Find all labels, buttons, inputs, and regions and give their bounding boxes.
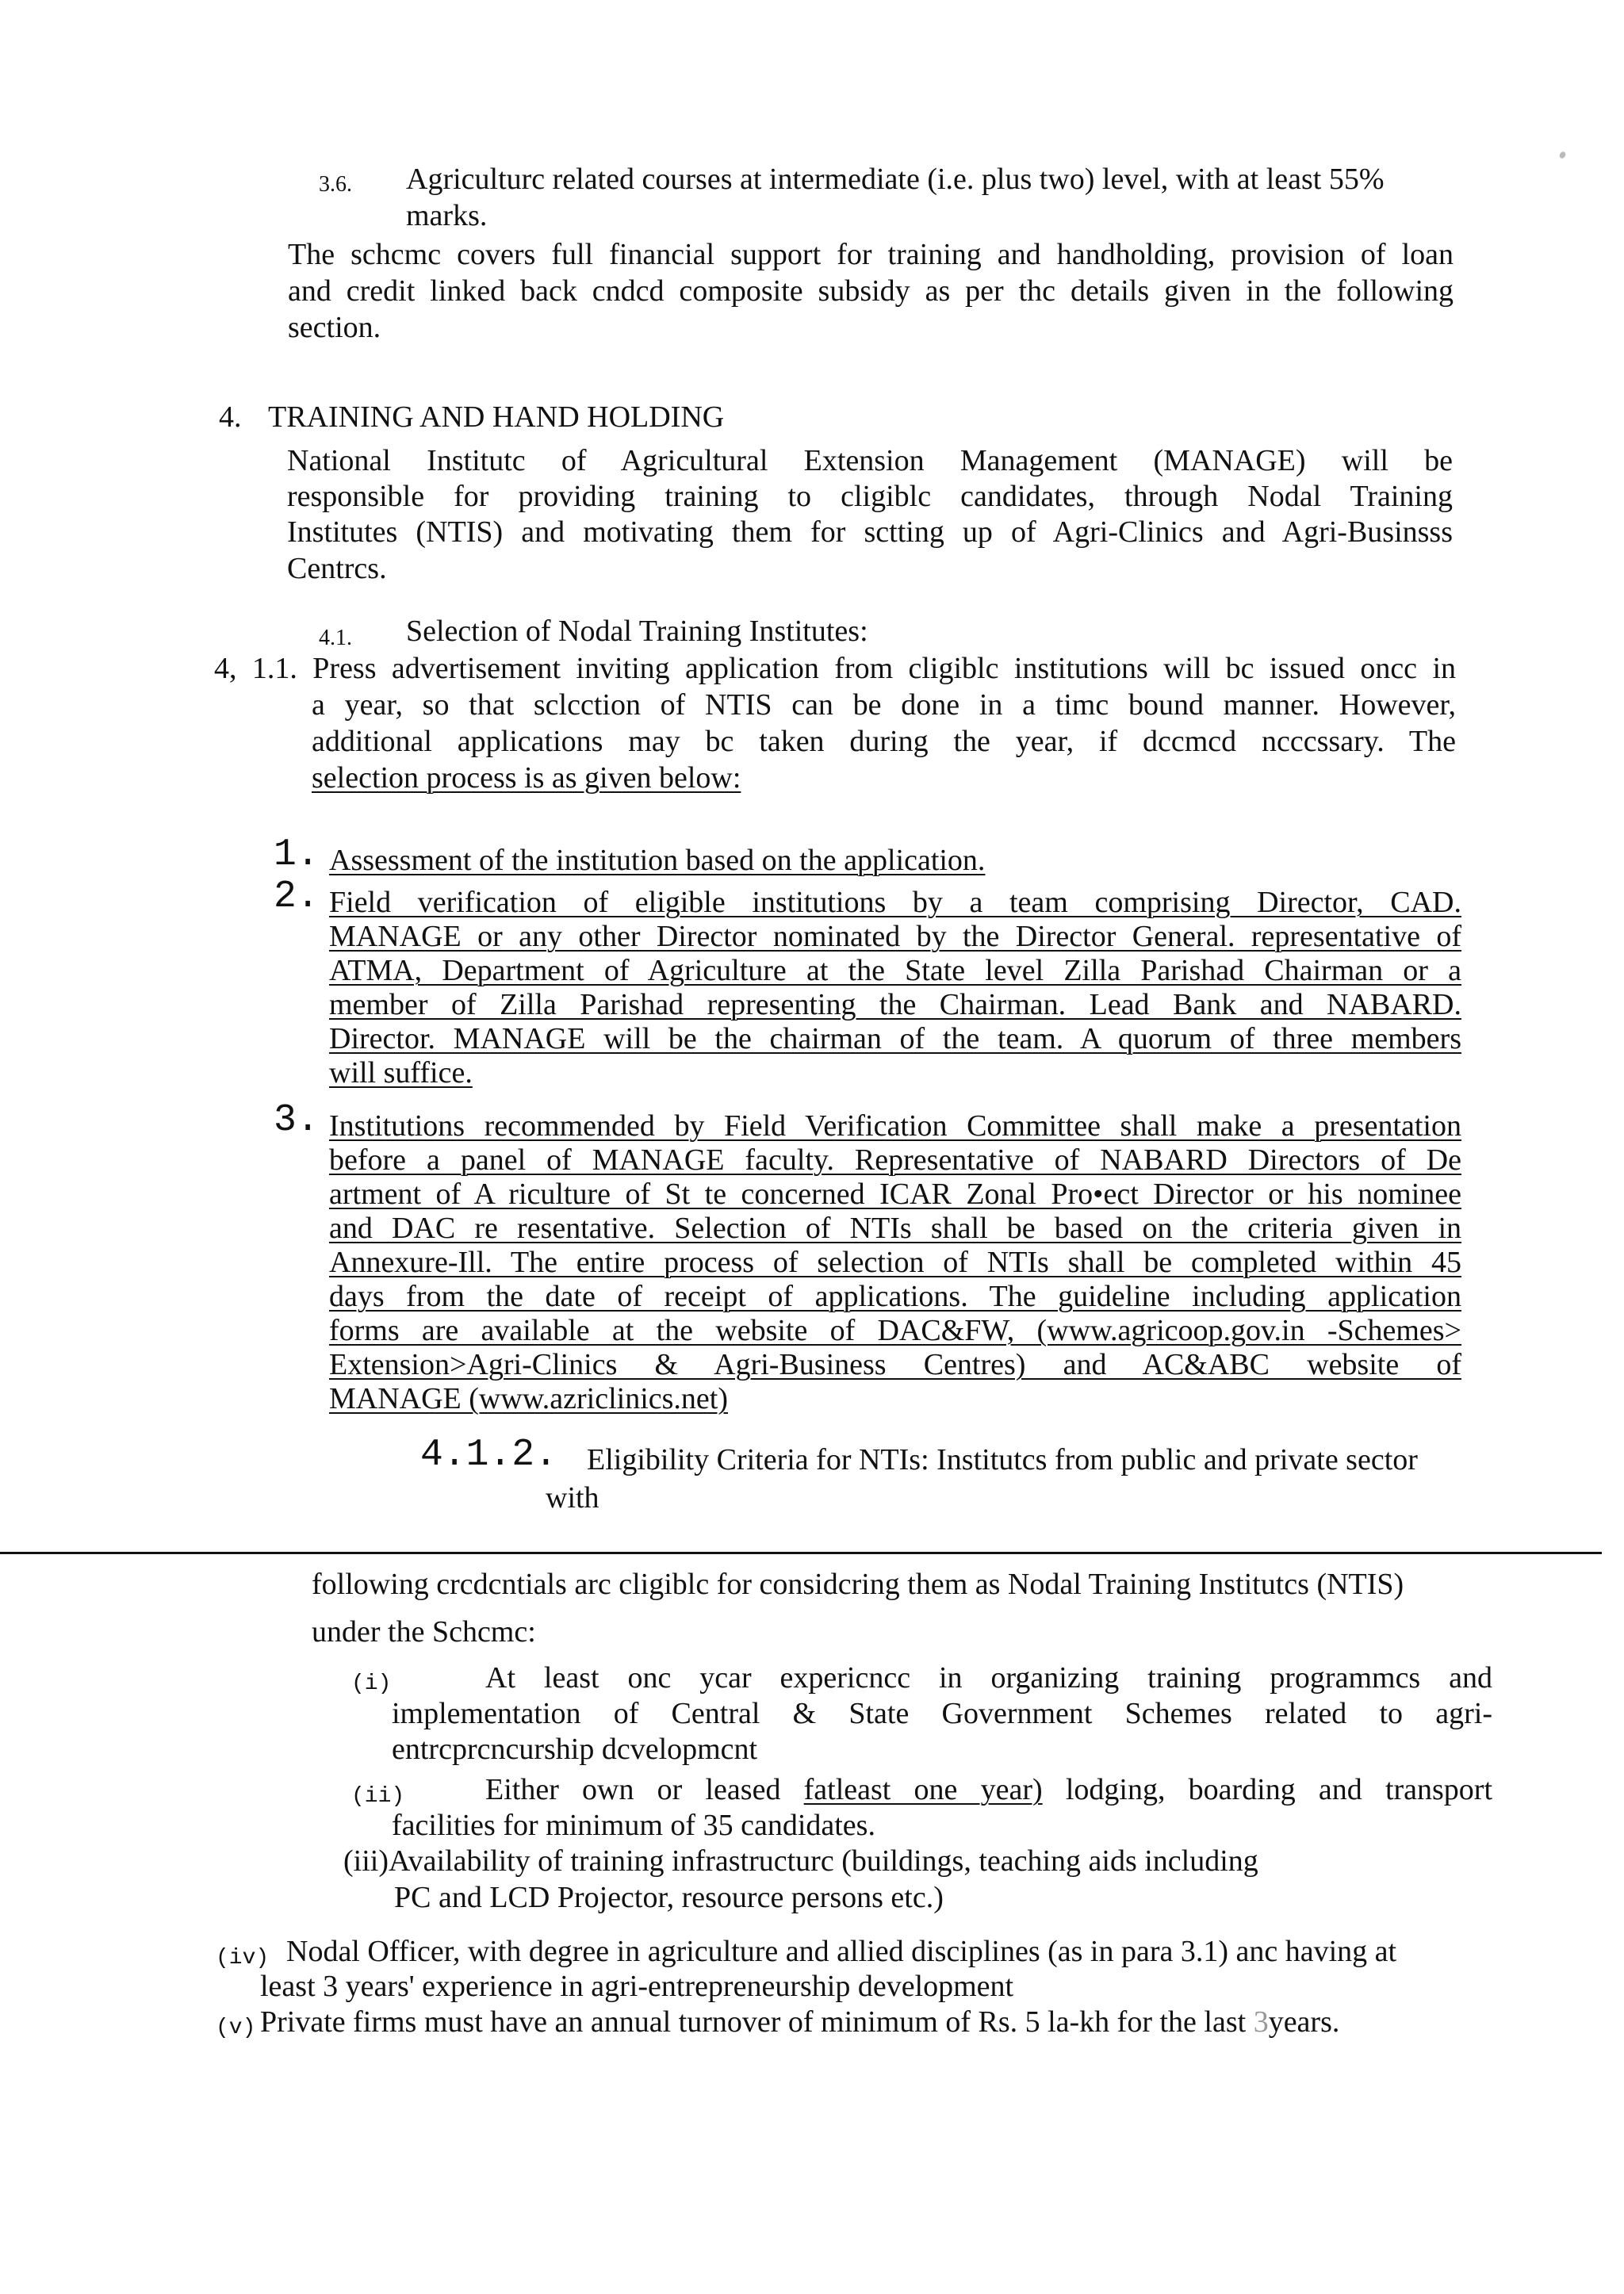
section-4-1-1-line-2: a year, so that sclcction of NTIS can be done in a timc bound manner. However,	[312, 688, 1456, 722]
section-number-3-6: 3.6.	[319, 172, 352, 197]
criterion-ii-underlined-term: fatleast one year)	[803, 1773, 1043, 1806]
credentials-line-2: under the Schcmc:	[312, 1615, 536, 1649]
criterion-v-line	[260, 2004, 1339, 2040]
section-4-line-3: Institutes (NTIS) and motivating them for sctting up of Agri-Clinics and Agri-Businsss	[287, 515, 1453, 549]
step-2-line-6: will suffice.	[329, 1056, 473, 1090]
criterion-iv-line-1: Nodal Officer, with degree in agriculture and allied disciplines (as in para 3.1) anc having at	[286, 1935, 1397, 1968]
step-3-line-5: Annexure-Ill. The entire process of selection of NTIs shall be completed within 45	[329, 1246, 1461, 1279]
criterion-i-line-3: entrcprcncurship dcvelopmcnt	[392, 1733, 758, 1766]
criterion-ii-text-start: Either own or leased	[485, 1773, 804, 1806]
section-4-line-2: responsible for providing training to cligiblc candidates, through Nodal Training	[287, 480, 1453, 513]
criterion-v-faint-digit: 3	[1253, 2005, 1269, 2039]
section-4-1-2-line-1: Eligibility Criteria for NTIs: Institutcs from public and private sector	[587, 1443, 1418, 1476]
step-3-number: 3.	[274, 1099, 320, 1142]
section-4-1-1-line-1: 4, 1.1. Press advertisement inviting application from cligiblc institutions will bc issued oncc in	[214, 652, 1456, 685]
scheme-paragraph-line-3: section.	[288, 311, 381, 344]
criterion-iii-line-2: PC and LCD Projector, resource persons etc.)	[394, 1881, 944, 1914]
section-number-4-1: 4.1.	[319, 626, 352, 650]
step-1-line-1: Assessment of the institution based on the application.	[329, 844, 986, 877]
criterion-iv-line-2: least 3 years' experience in agri-entrepreneurship development	[260, 1970, 1014, 2003]
step-2-line-1: Field verification of eligible institutions by a team comprising Director, CAD.	[329, 886, 1461, 919]
criterion-ii-line-1	[485, 1771, 1492, 1808]
section-number-4-1-2: 4.1.2.	[420, 1434, 557, 1476]
step-2-line-4: member of Zilla Parishad representing the Chairman. Lead Bank and NABARD.	[329, 988, 1461, 1021]
step-2-line-5: Director. MANAGE will be the chairman of the team. A quorum of three members	[329, 1022, 1461, 1055]
step-3-line-8: Extension>Agri-Clinics & Agri-Business Centres) and AC&ABC website of	[329, 1348, 1461, 1381]
criterion-iv-number: (iv)	[216, 1946, 270, 1970]
scan-speck	[1558, 151, 1567, 159]
step-3-line-7: forms are available at the website of DAC&FW, (www.agricoop.gov.in -Schemes>	[329, 1314, 1461, 1347]
section-4-line-1: National Institutc of Agricultural Extension Management (MANAGE) will be	[287, 444, 1453, 477]
section-4-1-1-line-4: selection process is as given below:	[312, 761, 741, 795]
criterion-i-line-2: implementation of Central & State Government Schemes related to agri-	[392, 1697, 1492, 1730]
section-3-6-line-2: marks.	[406, 199, 488, 232]
credentials-line-1: following crcdcntials arc cligiblc for considcring them as Nodal Training Institutcs (NTIS)	[312, 1568, 1404, 1601]
section-number-4: 4.	[219, 400, 242, 434]
criterion-ii-text-end: lodging, boarding and transport	[1042, 1773, 1493, 1806]
section-4-1-heading: Selection of Nodal Training Institutes:	[406, 615, 868, 648]
step-3-line-4: and DAC re resentative. Selection of NTIs shall be based on the criteria given in	[329, 1212, 1461, 1245]
criterion-ii-number: (ii)	[351, 1784, 405, 1809]
step-1-number: 1.	[274, 833, 320, 876]
criterion-v-number: (v)	[216, 2016, 256, 2040]
criterion-v-text-end: years.	[1268, 2005, 1340, 2039]
section-4-1-1-line-3: additional applications may bc taken during the year, if dccmcd ncccssary. The	[312, 725, 1456, 758]
step-3-line-9: MANAGE (www.azriclinics.net)	[329, 1382, 728, 1415]
criterion-v-text-start: Private firms must have an annual turnover of minimum of Rs. 5 la-kh for the last	[260, 2005, 1254, 2039]
section-4-line-4: Centrcs.	[287, 552, 387, 585]
criterion-iii-line-1: (iii)Availability of training infrastructurc (buildings, teaching aids including	[343, 1844, 1258, 1878]
criterion-i-line-1: At least onc ycar expericncc in organizing training programmcs and	[485, 1661, 1492, 1695]
section-4-heading: TRAINING AND HAND HOLDING	[268, 400, 725, 434]
step-3-line-1: Institutions recommended by Field Verification Committee shall make a presentation	[329, 1109, 1461, 1143]
scheme-paragraph-line-1: The schcmc covers full financial support for training and handholding, provision of loan	[288, 238, 1454, 271]
step-2-line-3: ATMA, Department of Agriculture at the State level Zilla Parishad Chairman or a	[329, 954, 1461, 987]
step-2-line-2: MANAGE or any other Director nominated by the Director General. representative of	[329, 920, 1461, 953]
scheme-paragraph-line-2: and credit linked back cndcd composite subsidy as per thc details given in the following	[288, 274, 1454, 308]
step-2-number: 2.	[274, 875, 320, 918]
step-3-line-3: artment of A riculture of St te concerned ICAR Zonal Pro•ect Director or his nominee	[329, 1178, 1461, 1211]
section-4-1-2-line-2: with	[546, 1481, 599, 1515]
step-3-line-6: days from the date of receipt of applications. The guideline including application	[329, 1280, 1461, 1313]
section-3-6-line-1: Agriculturc related courses at intermediate (i.e. plus two) level, with at least 55%	[406, 163, 1385, 196]
criterion-ii-line-2: facilities for minimum of 35 candidates.	[392, 1809, 875, 1842]
criterion-i-number: (i)	[351, 1672, 392, 1696]
page-divider	[0, 1552, 1602, 1554]
step-3-line-2: before a panel of MANAGE faculty. Representative of NABARD Directors of De	[329, 1143, 1461, 1177]
